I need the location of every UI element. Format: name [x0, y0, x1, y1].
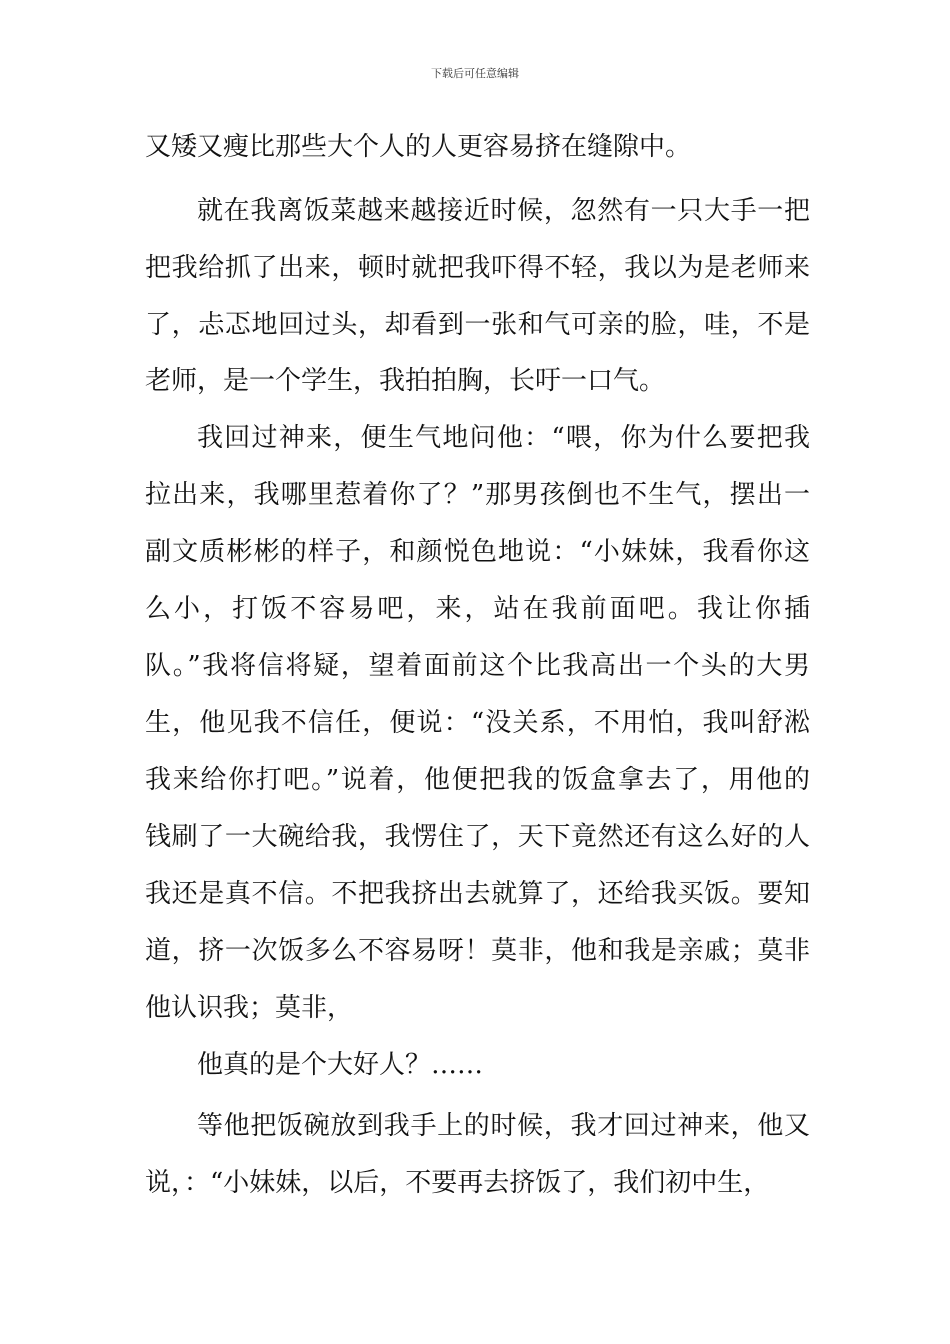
- text-line: 老师，是一个学生，我拍拍胸，长吁一口气。: [145, 366, 666, 396]
- text-line: 生，他见我不信任，便说：“没关系，不用怕，我叫舒淞: [145, 708, 810, 738]
- text-line: 队。”我将信将疑，望着面前这个比我高出一个头的大男: [145, 651, 810, 681]
- text-line: 说，：“小妹妹，以后，不要再去挤饭了，我们初中生，: [145, 1168, 770, 1198]
- text-line: 我还是真不信。不把我挤出去就算了，还给我买饭。要知: [145, 879, 810, 909]
- text-line: 等他把饭碗放到我手上的时候，我才回过神来，他又: [197, 1111, 810, 1141]
- text-line: 就在我离饭菜越来越接近时候，忽然有一只大手一把: [197, 196, 810, 226]
- text-line: 他真的是个大好人？……: [197, 1050, 484, 1080]
- text-line: 又矮又瘦比那些大个人的人更容易挤在缝隙中。: [145, 132, 692, 162]
- text-line: 我来给你打吧。”说着，他便把我的饭盒拿去了，用他的: [145, 765, 810, 795]
- page-header-note: 下载后可任意编辑: [431, 67, 519, 80]
- text-line: 么小，打饭不容易吧，来，站在我前面吧。我让你插: [145, 594, 810, 624]
- text-line: 钱刷了一大碗给我，我愣住了，天下竟然还有这么好的人: [145, 822, 810, 852]
- text-line: 道，挤一次饭多么不容易呀！莫非，他和我是亲戚；莫非: [145, 936, 810, 966]
- text-line: 我回过神来，便生气地问他：“喂，你为什么要把我: [197, 423, 810, 453]
- text-line: 拉出来，我哪里惹着你了？”那男孩倒也不生气，摆出一: [145, 480, 810, 510]
- text-line: 他认识我；莫非，: [145, 993, 354, 1023]
- text-line: 把我给抓了出来，顿时就把我吓得不轻，我以为是老师来: [145, 253, 810, 283]
- text-line: 副文质彬彬的样子，和颜悦色地说：“小妹妹，我看你这: [145, 537, 810, 567]
- text-line: 了，忐忑地回过头，却看到一张和气可亲的脸，哇，不是: [145, 310, 810, 340]
